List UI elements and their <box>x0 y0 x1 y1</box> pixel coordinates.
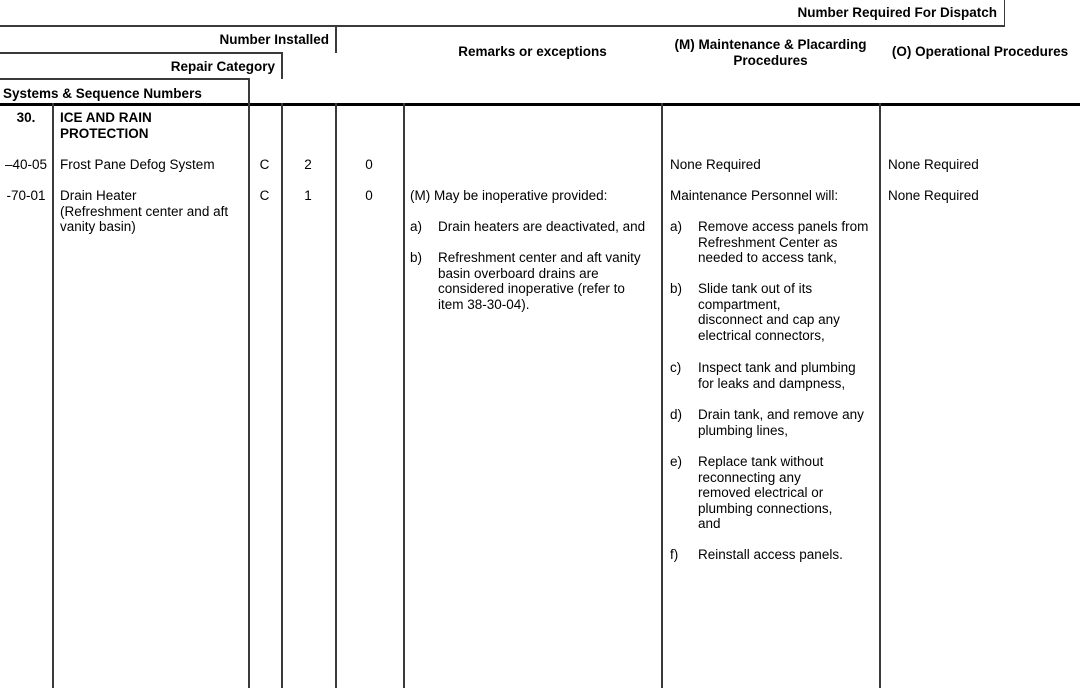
staircase-rule-2 <box>0 52 281 54</box>
staircase-riser-1 <box>1004 0 1006 26</box>
maintenance-item-f <box>670 547 875 563</box>
header-number-installed: Number Installed <box>219 32 329 47</box>
row-2-operational: None Required <box>888 188 979 203</box>
maintenance-item-b-line-1: Slide tank out of its <box>698 281 813 296</box>
row-1-number-installed: 2 <box>304 157 312 172</box>
maintenance-item-c <box>670 360 875 391</box>
header-number-required-for-dispatch: Number Required For Dispatch <box>797 5 997 20</box>
col-rule-number-required <box>403 103 405 688</box>
row-2-item-line-3: vanity basin) <box>60 219 136 234</box>
staircase-riser-3 <box>281 52 283 79</box>
maintenance-item-d-line-1: Drain tank, and remove any <box>698 407 864 422</box>
staircase-rule-3 <box>0 78 248 80</box>
header-operational-procedures: (O) Operational Procedures <box>891 44 1069 59</box>
maintenance-item-e <box>670 454 875 532</box>
header-repair-category: Repair Category <box>170 59 275 74</box>
col-rule-remarks <box>661 103 663 688</box>
header-remarks-or-exceptions: Remarks or exceptions <box>458 44 607 59</box>
staircase-rule-1 <box>0 25 1005 27</box>
col-rule-sequence <box>52 103 54 688</box>
maintenance-item-f-line-1: Reinstall access panels. <box>698 547 843 562</box>
maintenance-item-d-marker: d) <box>670 407 683 422</box>
maintenance-item-d-line-2: plumbing lines, <box>698 422 789 438</box>
remarks-item-a-line-1: Drain heaters are deactivated, and <box>438 219 646 234</box>
header-maintenance-placarding-procedures: (M) Maintenance & Placarding Procedures <box>674 37 867 68</box>
maintenance-item-d <box>670 407 875 438</box>
remarks-item-b-line-1: Refreshment center and aft vanity <box>438 250 641 265</box>
maintenance-item-a-marker: a) <box>670 219 683 234</box>
remarks-item-a-marker: a) <box>410 219 423 234</box>
maintenance-item-e-line-2: reconnecting any <box>698 469 801 485</box>
maintenance-item-b-marker: b) <box>670 281 683 296</box>
staircase-riser-4 <box>248 78 250 105</box>
remarks-item-b-marker: b) <box>410 250 423 265</box>
maintenance-item-b-line-3: disconnect and cap any <box>698 312 840 327</box>
row-2-sequence: -70-01 <box>6 188 46 203</box>
maintenance-item-c-line-2: for leaks and dampness, <box>698 375 846 391</box>
row-2-maintenance-intro: Maintenance Personnel will: <box>670 188 839 203</box>
row-2-item-line-1: Drain Heater <box>60 188 137 203</box>
remarks-item-b-line-3: considered inoperative (refer to <box>438 281 625 296</box>
row-2-number-required: 0 <box>365 188 373 203</box>
maintenance-item-e-marker: e) <box>670 454 683 469</box>
row-2-repair-category: C <box>259 188 270 203</box>
row-2-remarks-intro: (M) May be inoperative provided: <box>410 188 608 203</box>
row-1-number-required: 0 <box>365 157 373 172</box>
row-2-item-line-2: (Refreshment center and aft <box>60 203 229 219</box>
maintenance-item-a-line-3: needed to access tank, <box>698 250 837 265</box>
maintenance-item-e-line-3: removed electrical or <box>698 485 824 500</box>
remarks-item-b-line-2: basin overboard drains are <box>438 265 599 281</box>
maintenance-item-e-line-4: plumbing connections, <box>698 500 833 516</box>
remarks-item-b-line-4: item 38-30-04). <box>438 296 530 312</box>
maintenance-item-a-line-2: Refreshment Center as <box>698 234 838 250</box>
row-1-sequence: –40-05 <box>4 157 48 172</box>
row-1-maintenance: None Required <box>670 157 761 172</box>
staircase-riser-2 <box>335 25 337 53</box>
remarks-item-a <box>410 219 655 235</box>
maintenance-item-b-line-4: electrical connectors, <box>698 327 825 343</box>
row-1-operational: None Required <box>888 157 979 172</box>
maintenance-item-a-line-1: Remove access panels from <box>698 219 869 234</box>
remarks-item-b <box>410 250 655 312</box>
maintenance-item-b <box>670 281 875 343</box>
section-number: 30. <box>16 110 36 125</box>
col-rule-maintenance <box>879 103 881 688</box>
row-1-item: Frost Pane Defog System <box>60 157 215 172</box>
maintenance-item-c-line-1: Inspect tank and plumbing <box>698 360 856 375</box>
header-body-divider <box>0 103 1080 106</box>
row-1-repair-category: C <box>259 157 270 172</box>
row-2-number-installed: 1 <box>304 188 312 203</box>
maintenance-item-b-line-2: compartment, <box>698 296 781 312</box>
section-title: ICE AND RAIN PROTECTION <box>60 110 152 141</box>
maintenance-item-e-line-5: and <box>698 516 721 531</box>
maintenance-item-e-line-1: Replace tank without <box>698 454 824 469</box>
maintenance-item-c-marker: c) <box>670 360 682 375</box>
header-systems-sequence-numbers: Systems & Sequence Numbers <box>3 86 202 101</box>
maintenance-item-a <box>670 219 875 266</box>
maintenance-item-f-marker: f) <box>670 547 679 562</box>
